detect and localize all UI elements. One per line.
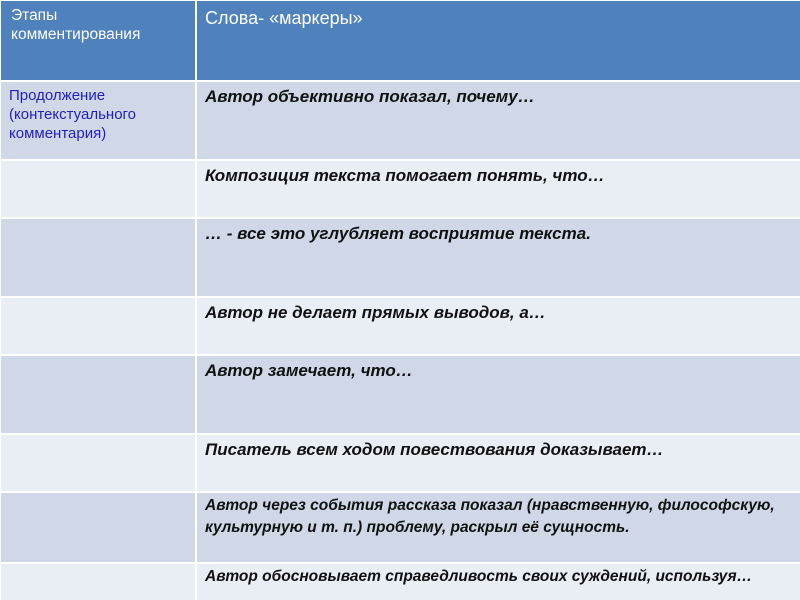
marker-cell [196, 355, 800, 434]
table-row [0, 355, 800, 434]
stage-label [1, 298, 195, 302]
marker-text: Автор замечает, что… [205, 361, 413, 380]
stage-cell [0, 160, 196, 218]
stage-label [1, 564, 195, 568]
marker-text: Писатель всем ходом повествования доказывает… [205, 440, 664, 459]
stage-cell [0, 434, 196, 492]
table-row [0, 218, 800, 297]
table-row [0, 492, 800, 563]
stage-cell [0, 297, 196, 355]
stage-label [1, 356, 195, 360]
stage-label [1, 493, 195, 497]
table-row [0, 434, 800, 492]
header-stages-label: Этапы комментирования [11, 7, 141, 43]
marker-text: Автор не делает прямых выводов, а… [205, 303, 546, 322]
table-row [0, 81, 800, 160]
marker-cell [196, 492, 800, 563]
marker-cell [196, 297, 800, 355]
marker-cell [196, 563, 800, 600]
marker-text: … - все это углубляет восприятие текста. [205, 224, 591, 243]
header-cell-markers [196, 0, 800, 81]
stage-label: Продолжение (контекстуального комментария) [9, 87, 137, 142]
stage-cell [0, 563, 196, 600]
marker-cell [196, 434, 800, 492]
stage-cell [0, 218, 196, 297]
marker-text: Автор обосновывает справедливость своих суждений, используя… [205, 568, 753, 585]
table-row [0, 563, 800, 600]
marker-cell [196, 218, 800, 297]
table-row [0, 297, 800, 355]
table-row [0, 160, 800, 218]
marker-text: Композиция текста помогает понять, что… [205, 166, 605, 185]
header-markers-label: Слова- «маркеры» [205, 8, 363, 28]
marker-cell [196, 81, 800, 160]
stage-cell [0, 81, 196, 160]
stage-cell [0, 492, 196, 563]
marker-text: Автор объективно показал, почему… [205, 87, 535, 106]
stage-label [1, 435, 195, 439]
header-cell-stages [0, 0, 196, 81]
stage-label [1, 219, 195, 223]
marker-cell [196, 160, 800, 218]
stage-label [1, 161, 195, 165]
table-header-row [0, 0, 800, 81]
marker-text: Автор через события рассказа показал (нравственную, философскую, культурную и т. п.) проблему, раскрыл её сущность. [205, 497, 775, 536]
stage-cell [0, 355, 196, 434]
